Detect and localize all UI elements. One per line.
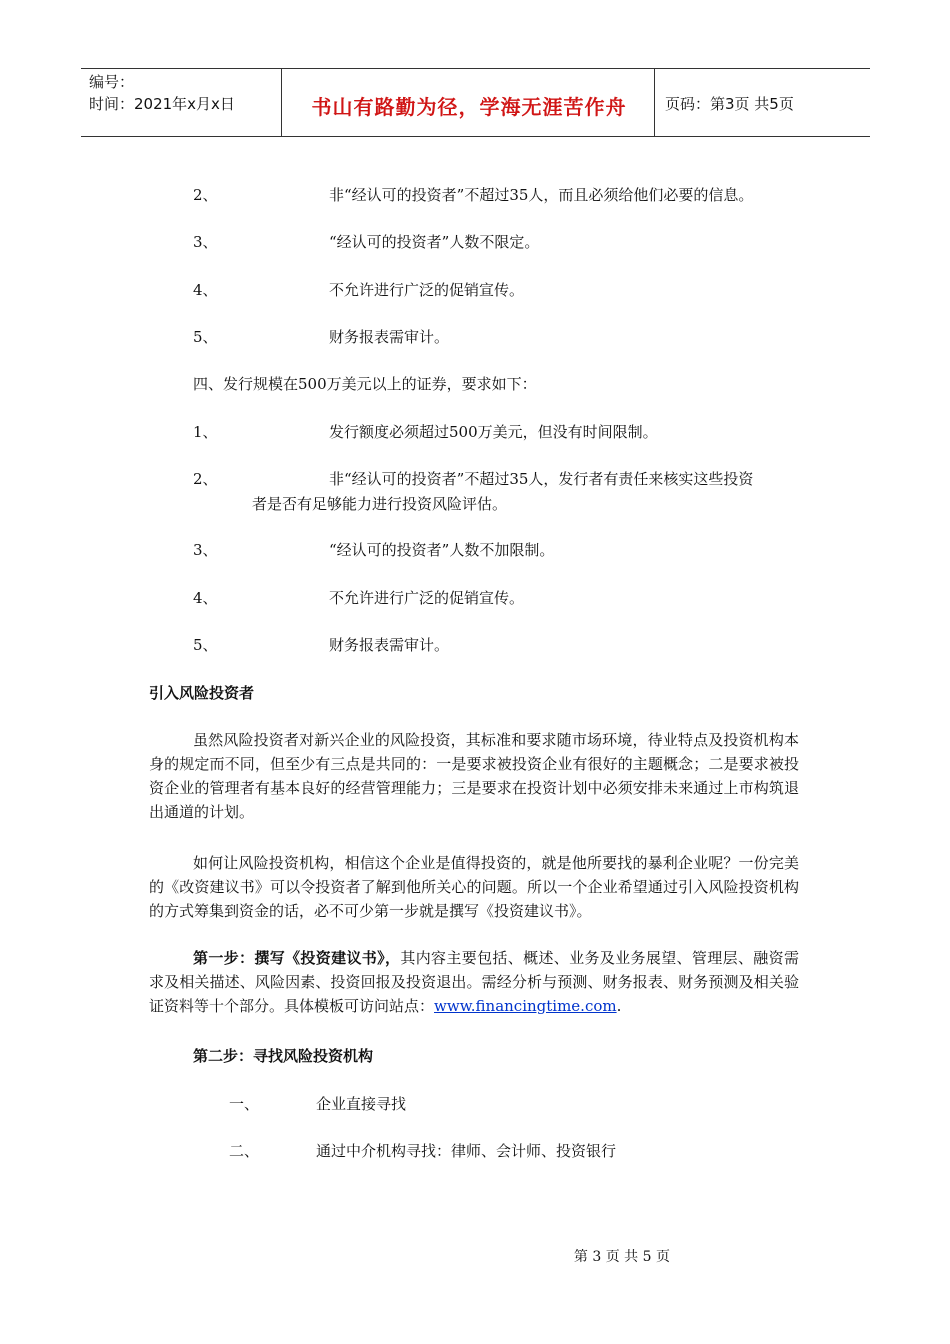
- header-divider: [281, 69, 282, 136]
- list-item-number: 二、: [229, 1142, 260, 1160]
- section-title: 四、发行规模在500万美元以上的证券，要求如下：: [193, 375, 537, 393]
- section-heading: 第二步：寻找风险投资机构: [193, 1047, 374, 1065]
- paragraph: 虽然风险投资者对新兴企业的风险投资，其标准和要求随市场环境，待业特点及投资机构本身的规定而不同，但至少有三点是共同的：一是要求被投资企业有很好的主题概念；二是要求被投资企业的管理者有基本良好的经营管理能力；三是要求在投资计划中必须安排未来通过上市构筑退出通道的计划。: [149, 731, 799, 821]
- paragraph: 如何让风险投资机构，相信这个企业是值得投资的，就是他所要找的暴利企业呢？一份完美的《改资建议书》可以令投资者了解到他所关心的问题。所以一个企业希望通过引入风险投资机构的方式筹集到资金的话，必不可少第一步就是撰写《投资建议书》。: [149, 854, 799, 920]
- list-item-number: 4、: [193, 589, 218, 607]
- step-one-title: 第一步：撰写《投资建议书》，: [193, 949, 401, 967]
- list-item-text: “经认可的投资者”人数不加限制。: [329, 541, 555, 559]
- section-heading: 引入风险投资者: [149, 684, 255, 702]
- header-motto: 书山有路勤为径，学海无涯苦作舟: [311, 95, 627, 119]
- header-page-number: 页码：第3页 共5页: [665, 95, 794, 113]
- list-item-text: 发行额度必须超过500万美元，但没有时间限制。: [329, 423, 658, 441]
- header-meta: [89, 71, 235, 115]
- header-time: 时间：2021年x月x日: [89, 95, 235, 113]
- page-header: [81, 68, 870, 137]
- list-item-text: 通过中介机构寻找：律师、会计师、投资银行: [316, 1142, 617, 1160]
- step-one-text: 其内容主要包括、概述、业务及业务展望、管理层、融资需求及相关描述、风险因素、投资回报及投资退出。需经分析与预测、财务报表、财务预测及相关验证资料等十个部分。具体模板可访问站点：: [149, 949, 799, 1015]
- list-item-number: 1、: [193, 423, 218, 441]
- list-item-text: 企业直接寻找: [316, 1095, 407, 1113]
- header-number: 编号：: [89, 73, 135, 91]
- list-item-number: 2、: [193, 470, 218, 488]
- list-item-text: 财务报表需审计。: [329, 636, 450, 654]
- list-item-number: 3、: [193, 541, 218, 559]
- list-item-text: 非“经认可的投资者”不超过35人，发行者有责任来核实这些投资: [329, 470, 754, 488]
- step-one-paragraph: 第一步：撰写《投资建议书》，其内容主要包括、概述、业务及业务展望、管理层、融资需求及相关描述、风险因素、投资回报及投资退出。需经分析与预测、财务报表、财务预测及相关验证资料等十个部分。具体模板可访问站点：www.financingtime.com.: [149, 949, 799, 1015]
- list-item-number: 5、: [193, 636, 218, 654]
- financingtime-link[interactable]: www.financingtime.com: [434, 997, 617, 1015]
- list-item-continuation: 者是否有足够能力进行投资风险评估。: [252, 495, 508, 513]
- page-footer: 第 3 页 共 5 页: [573, 1249, 670, 1265]
- list-item-number: 一、: [229, 1095, 260, 1113]
- list-item-text: 不允许进行广泛的促销宣传。: [329, 589, 525, 607]
